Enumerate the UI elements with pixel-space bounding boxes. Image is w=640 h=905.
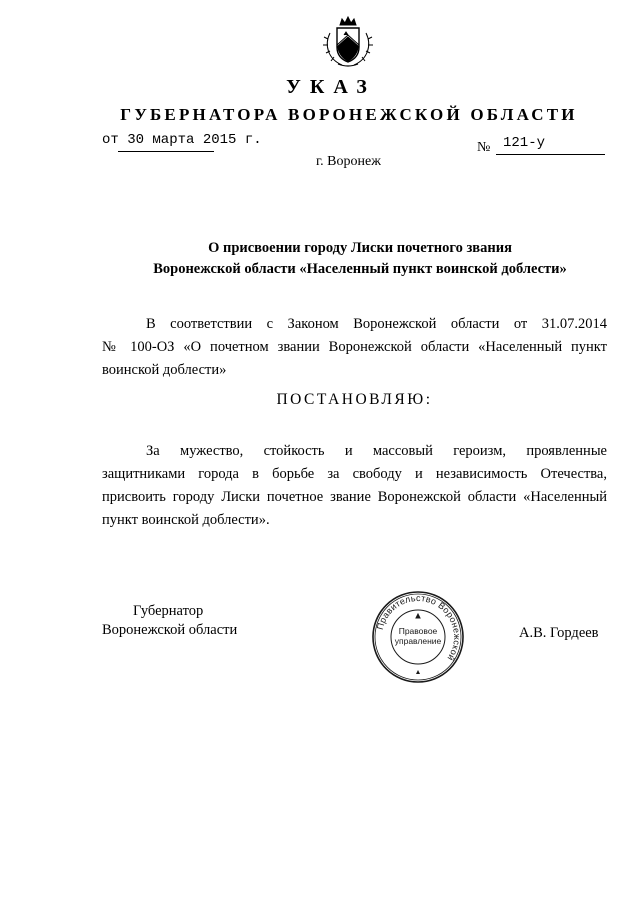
signatory-name: А.В. Гордеев: [519, 625, 599, 641]
document-number: 121-у: [503, 135, 546, 151]
stamp-inner-line-1: Правовое: [398, 626, 438, 636]
paragraph-line: За мужество, стойкость и массовый героизм, проявленные: [146, 443, 607, 459]
document-heading: [0, 238, 640, 280]
signatory-region: Воронежской области: [102, 622, 238, 638]
document-title: УКАЗ: [286, 76, 376, 98]
paragraph-resolution: [102, 440, 607, 532]
document-city: г. Воронеж: [316, 154, 381, 169]
heading-line-2: Воронежской области «Населенный пункт воинской доблести»: [153, 261, 567, 277]
coat-of-arms-icon: [320, 15, 376, 69]
paragraph-line: присвоить городу Лиски почетное звание Воронежской области «Населенный: [102, 489, 607, 505]
stamp-inner-line-2: управление: [394, 636, 442, 646]
paragraph-line: В соответствии с Законом Воронежской области от 31.07.2014: [146, 316, 607, 332]
paragraph-legal-basis: [102, 313, 607, 382]
stamp-ring-text: Правительство Воронежской: [374, 592, 463, 663]
heading-line-1: О присвоении городу Лиски почетного звания: [208, 240, 512, 256]
date-underline: [118, 151, 214, 152]
official-stamp-icon: [371, 590, 465, 684]
document-subtitle: ГУБЕРНАТОРА ВОРОНЕЖСКОЙ ОБЛАСТИ: [120, 105, 578, 124]
decree-word: ПОСТАНОВЛЯЮ:: [276, 391, 433, 408]
paragraph-line: воинской доблести»: [102, 362, 227, 378]
number-sign: №: [477, 140, 491, 155]
document-date: от 30 марта 2015 г.: [102, 132, 262, 148]
signatory-position: Губернатор: [133, 603, 204, 619]
paragraph-line: пункт воинской доблести».: [102, 512, 270, 528]
number-underline: [496, 154, 605, 155]
paragraph-line: № 100-ОЗ «О почетном звании Воронежской области «Населенный пункт: [102, 339, 607, 355]
paragraph-line: защитниками города в борьбе за свободу и независимость Отечества,: [102, 466, 607, 482]
